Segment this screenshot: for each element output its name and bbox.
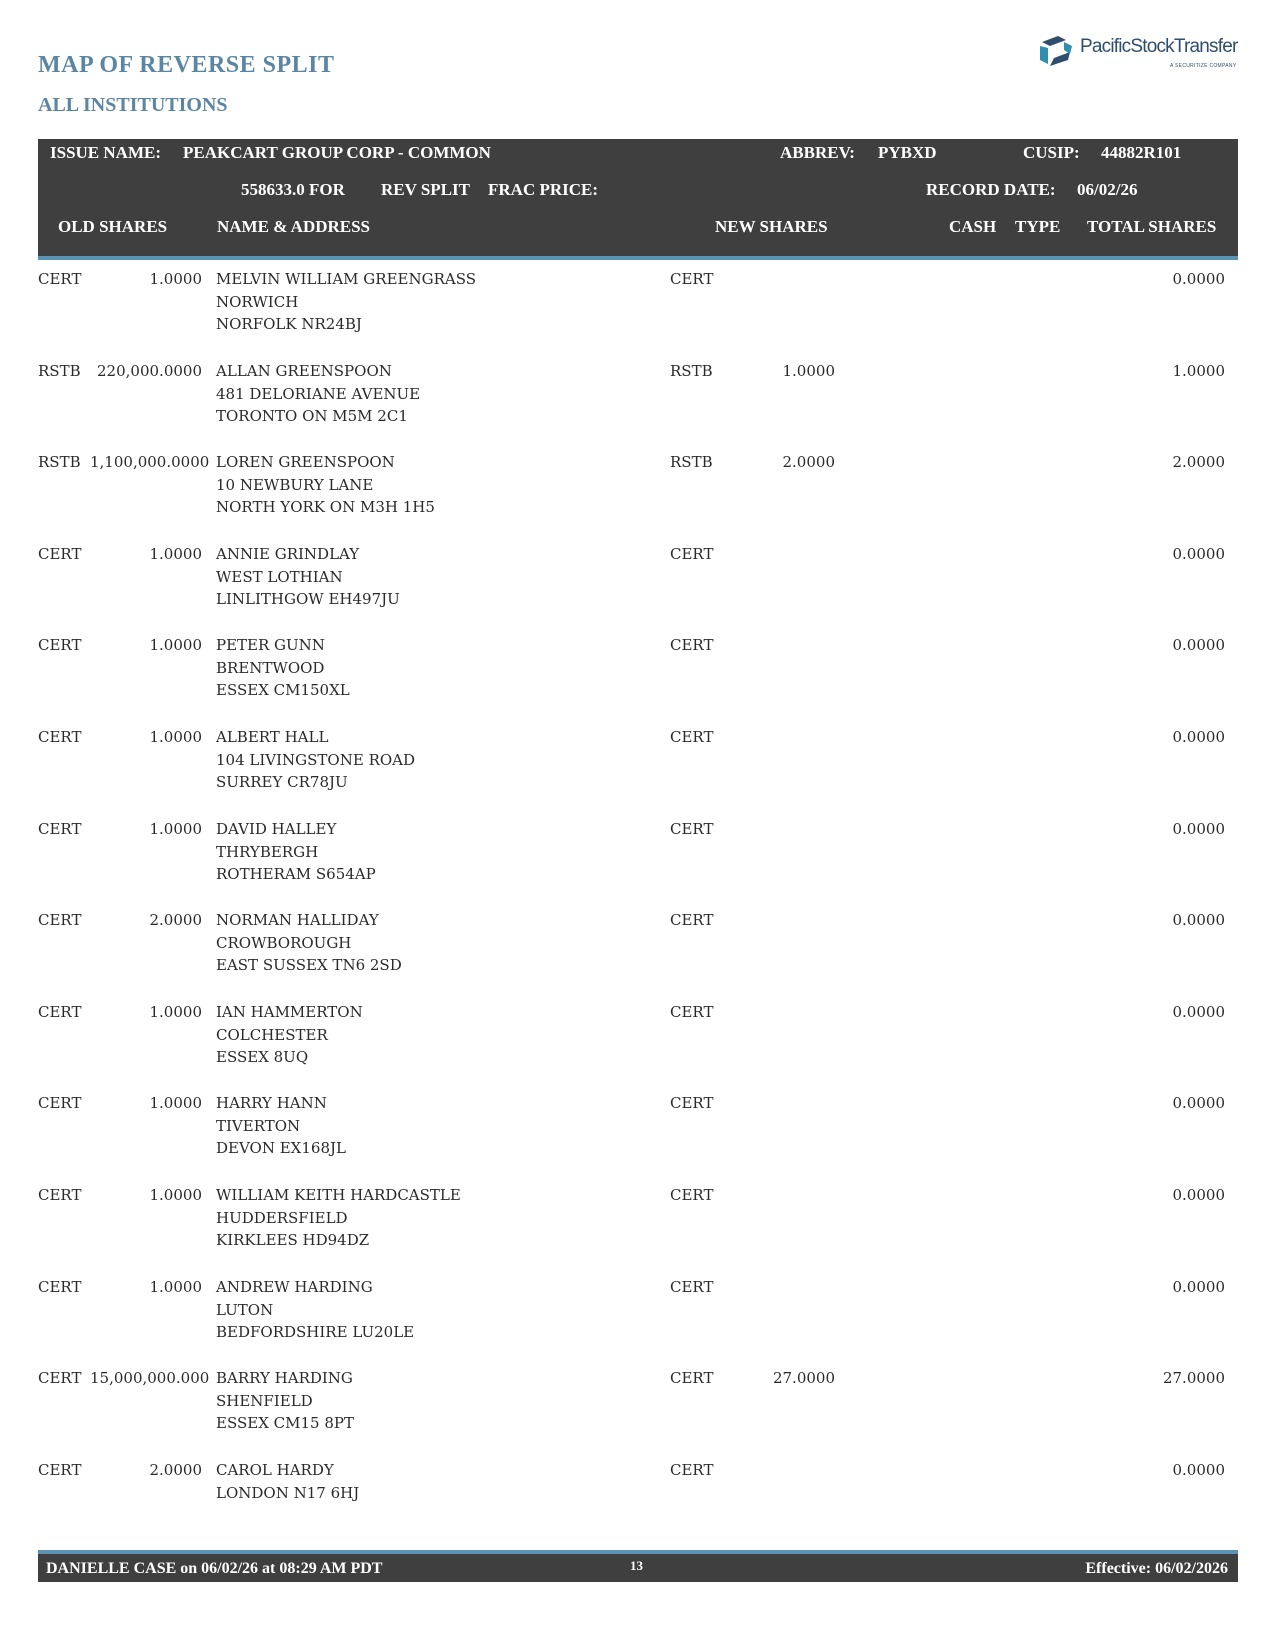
old-cert-type: CERT (38, 820, 82, 838)
holder-address-line: LINLITHGOW EH497JU (216, 590, 400, 608)
table-row (0, 726, 1275, 806)
old-cert-type: CERT (38, 636, 82, 654)
holder-address-line: BRENTWOOD (216, 658, 325, 677)
old-shares: 2.0000 (149, 1461, 202, 1479)
holder-address-line: SHENFIELD (216, 1391, 313, 1410)
holder-name: BARRY HARDING (216, 1369, 353, 1387)
holder-address-line: DEVON EX168JL (216, 1139, 346, 1157)
total-shares: 0.0000 (1172, 1278, 1225, 1296)
page-number: 13 (630, 1558, 643, 1573)
table-row (0, 818, 1275, 898)
new-cert-type: CERT (670, 911, 714, 929)
record-date-label: RECORD DATE: (926, 180, 1056, 199)
new-shares: 2.0000 (782, 453, 835, 471)
old-cert-type: RSTB (38, 362, 81, 380)
total-shares: 1.0000 (1172, 362, 1225, 380)
issue-name-value: PEAKCART GROUP CORP - COMMON (183, 143, 491, 162)
new-cert-type: CERT (670, 1186, 714, 1204)
holder-address-line: THRYBERGH (216, 842, 319, 861)
old-shares: 220,000.0000 (97, 362, 202, 380)
holder-name: ANDREW HARDING (216, 1278, 373, 1296)
holder-name: MELVIN WILLIAM GREENGRASS (216, 270, 476, 288)
holder-name: IAN HAMMERTON (216, 1003, 363, 1021)
split-ratio: 558633.0 FOR (241, 180, 345, 199)
total-shares: 0.0000 (1172, 728, 1225, 746)
col-name-address: NAME & ADDRESS (217, 217, 371, 236)
holder-name: HARRY HANN (216, 1094, 327, 1112)
holder-name: ANNIE GRINDLAY (216, 545, 360, 563)
old-cert-type: CERT (38, 1094, 82, 1112)
new-cert-type: CERT (670, 545, 714, 563)
old-shares: 1.0000 (149, 728, 202, 746)
new-cert-type: CERT (670, 1094, 714, 1112)
old-cert-type: CERT (38, 1003, 82, 1021)
old-shares: 1,100,000.0000 (90, 453, 210, 471)
issue-name-label: ISSUE NAME: (50, 143, 161, 162)
table-row (0, 1184, 1275, 1264)
holder-address-line: ROTHERAM S654AP (216, 865, 376, 883)
table-row (0, 634, 1275, 714)
holder-address-line: NORWICH (216, 292, 299, 311)
holder-address-line: ESSEX CM15 8PT (216, 1414, 354, 1432)
company-logo (1036, 32, 1241, 72)
new-cert-type: CERT (670, 1278, 714, 1296)
holder-name: WILLIAM KEITH HARDCASTLE (216, 1186, 461, 1204)
total-shares: 2.0000 (1172, 453, 1225, 471)
holder-address-line: WEST LOTHIAN (216, 567, 343, 586)
new-cert-type: CERT (670, 1461, 714, 1479)
table-row (0, 1092, 1275, 1172)
total-shares: 0.0000 (1172, 1003, 1225, 1021)
old-cert-type: RSTB (38, 453, 81, 471)
col-cash: CASH (949, 217, 997, 236)
holder-address-line: ESSEX 8UQ (216, 1048, 309, 1066)
table-row (0, 1276, 1275, 1356)
effective-date: Effective: 06/02/2026 (1085, 1560, 1228, 1577)
holder-address-line: 481 DELORIANE AVENUE (216, 384, 421, 403)
new-shares: 1.0000 (782, 362, 835, 380)
holder-address-line: SURREY CR78JU (216, 773, 348, 791)
new-cert-type: CERT (670, 820, 714, 838)
holder-address-line: 104 LIVINGSTONE ROAD (216, 750, 416, 769)
report-header-band (38, 139, 1238, 260)
old-shares: 1.0000 (149, 1003, 202, 1021)
total-shares: 27.0000 (1162, 1369, 1225, 1387)
holder-address-line: 10 NEWBURY LANE (216, 475, 374, 494)
new-shares: 27.0000 (772, 1369, 835, 1387)
holder-address-line: TIVERTON (216, 1116, 301, 1135)
old-shares: 1.0000 (149, 1278, 202, 1296)
total-shares: 0.0000 (1172, 1094, 1225, 1112)
old-shares: 1.0000 (149, 270, 202, 288)
cusip-label: CUSIP: (1023, 143, 1080, 162)
cusip-value: 44882R101 (1101, 143, 1182, 162)
old-cert-type: CERT (38, 270, 82, 288)
old-shares: 1.0000 (149, 545, 202, 563)
table-row (0, 451, 1275, 531)
holder-address-line: KIRKLEES HD94DZ (216, 1231, 370, 1249)
col-old-shares: OLD SHARES (58, 217, 168, 236)
holder-name: ALLAN GREENSPOON (216, 362, 392, 380)
old-cert-type: CERT (38, 1278, 82, 1296)
record-date-value: 06/02/26 (1077, 180, 1138, 199)
table-row (0, 268, 1275, 348)
old-shares: 1.0000 (149, 820, 202, 838)
col-type: TYPE (1015, 217, 1061, 236)
old-cert-type: CERT (38, 1461, 82, 1479)
new-cert-type: CERT (670, 270, 714, 288)
printed-by: DANIELLE CASE on 06/02/26 at 08:29 AM PDT (46, 1560, 383, 1577)
new-cert-type: CERT (670, 1369, 714, 1387)
total-shares: 0.0000 (1172, 911, 1225, 929)
new-cert-type: CERT (670, 728, 714, 746)
logo-tagline: A SECURITIZE COMPANY (1170, 63, 1237, 69)
holder-name: PETER GUNN (216, 636, 325, 654)
total-shares: 0.0000 (1172, 636, 1225, 654)
holder-address-line: EAST SUSSEX TN6 2SD (216, 956, 402, 974)
holder-name: ALBERT HALL (216, 728, 329, 746)
old-cert-type: CERT (38, 1369, 82, 1387)
holder-address-line: TORONTO ON M5M 2C1 (216, 407, 408, 425)
old-cert-type: CERT (38, 728, 82, 746)
holder-name: LOREN GREENSPOON (216, 453, 395, 471)
holder-name: CAROL HARDY (216, 1461, 334, 1479)
total-shares: 0.0000 (1172, 1461, 1225, 1479)
old-shares: 2.0000 (149, 911, 202, 929)
frac-price-label: FRAC PRICE: (488, 180, 599, 199)
old-cert-type: CERT (38, 1186, 82, 1204)
abbrev-value: PYBXD (878, 143, 937, 162)
table-row (0, 360, 1275, 440)
col-new-shares: NEW SHARES (715, 217, 828, 236)
holder-address-line: LUTON (216, 1300, 274, 1319)
old-shares: 1.0000 (149, 636, 202, 654)
new-cert-type: RSTB (670, 362, 713, 380)
holder-address-line: LONDON N17 6HJ (216, 1483, 360, 1502)
total-shares: 0.0000 (1172, 820, 1225, 838)
pacific-stock-transfer-logo-icon (1036, 32, 1076, 72)
holder-address-line: COLCHESTER (216, 1025, 328, 1044)
report-title: MAP OF REVERSE SPLIT (38, 52, 335, 78)
old-cert-type: CERT (38, 545, 82, 563)
table-row (0, 1459, 1275, 1539)
holder-address-line: BEDFORDSHIRE LU20LE (216, 1323, 415, 1341)
col-total-shares: TOTAL SHARES (1087, 217, 1217, 236)
new-cert-type: RSTB (670, 453, 713, 471)
new-cert-type: CERT (670, 636, 714, 654)
old-cert-type: CERT (38, 911, 82, 929)
old-shares: 1.0000 (149, 1094, 202, 1112)
total-shares: 0.0000 (1172, 1186, 1225, 1204)
total-shares: 0.0000 (1172, 545, 1225, 563)
new-cert-type: CERT (670, 1003, 714, 1021)
table-row (0, 1001, 1275, 1081)
report-subtitle: ALL INSTITUTIONS (38, 94, 228, 116)
holder-address-line: NORFOLK NR24BJ (216, 315, 362, 333)
old-shares: 1.0000 (149, 1186, 202, 1204)
table-row (0, 543, 1275, 623)
holder-name: NORMAN HALLIDAY (216, 911, 379, 929)
logo-wordmark: PacificStockTransfer (1080, 36, 1238, 57)
table-row (0, 1367, 1275, 1447)
report-footer-band (38, 1550, 1238, 1582)
table-row (0, 909, 1275, 989)
holder-address-line: HUDDERSFIELD (216, 1208, 348, 1227)
rev-split-label: REV SPLIT (381, 180, 470, 199)
holder-address-line: ESSEX CM150XL (216, 681, 350, 699)
old-shares: 15,000,000.000 (90, 1369, 210, 1387)
abbrev-label: ABBREV: (780, 143, 855, 162)
holder-address-line: NORTH YORK ON M3H 1H5 (216, 498, 435, 516)
holder-address-line: CROWBOROUGH (216, 933, 352, 952)
total-shares: 0.0000 (1172, 270, 1225, 288)
holder-name: DAVID HALLEY (216, 820, 337, 838)
